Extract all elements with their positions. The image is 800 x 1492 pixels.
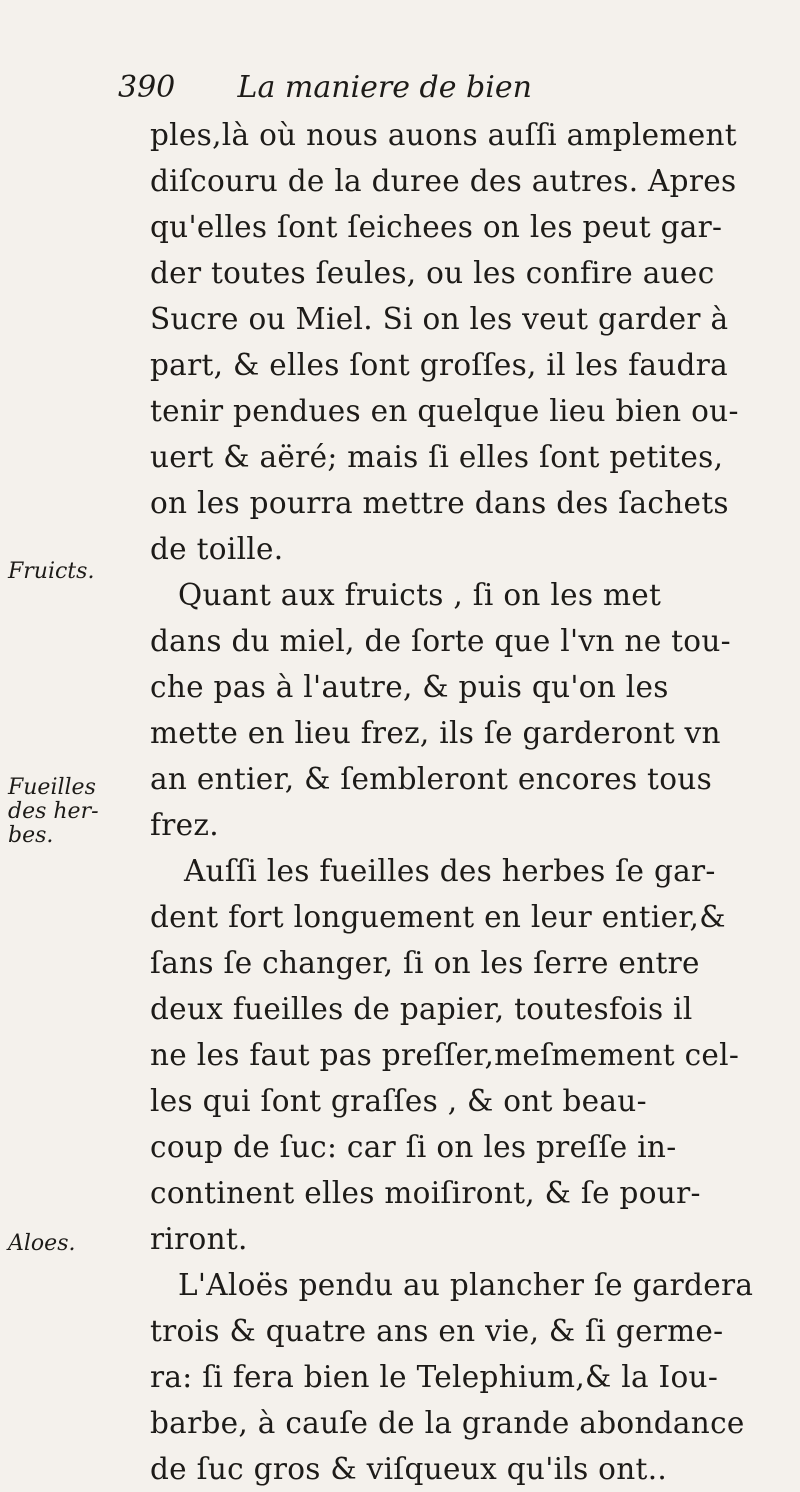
text-line: Sucre ou Miel. Si on les veut garder à bbox=[150, 302, 729, 336]
text-line: Quant aux fruicts , ſi on les met bbox=[178, 578, 662, 612]
page-number: 390 bbox=[118, 70, 176, 105]
text-line: part, & elles ſont groſſes, il les faudra bbox=[150, 348, 728, 382]
text-line: Auſſi les fueilles des herbes ſe gar- bbox=[184, 854, 716, 888]
margin-note-fueilles-line: des her- bbox=[8, 799, 99, 824]
text-line: de ſuc gros & viſqueux qu'ils ont.. bbox=[150, 1452, 668, 1486]
text-line: der toutes ſeules, ou les confire auec bbox=[150, 256, 715, 290]
text-line: mette en lieu frez, ils ſe garderont vn bbox=[150, 716, 721, 750]
text-line: ne les faut pas preſſer,meſmement cel- bbox=[150, 1038, 740, 1072]
text-line: diſcouru de la duree des autres. Apres bbox=[150, 164, 737, 198]
text-line: riront. bbox=[150, 1222, 248, 1256]
text-line: coup de ſuc: car ſi on les preſſe in- bbox=[150, 1130, 677, 1164]
margin-note-fueilles bbox=[8, 775, 99, 848]
text-line: dans du miel, de ſorte que l'vn ne tou- bbox=[150, 624, 731, 658]
running-title: La maniere de bien bbox=[237, 70, 532, 105]
text-line: dent fort longuement en leur entier,& bbox=[150, 900, 726, 934]
text-line: de toille. bbox=[150, 532, 284, 566]
text-line: trois & quatre ans en vie, & ſi germe- bbox=[150, 1314, 724, 1348]
text-line: frez. bbox=[150, 808, 219, 842]
margin-note-fruicts: Fruicts. bbox=[8, 559, 95, 584]
text-line: che pas à l'autre, & puis qu'on les bbox=[150, 670, 669, 704]
text-line: continent elles moiſiront, & ſe pour- bbox=[150, 1176, 701, 1210]
text-line: on les pourra mettre dans des ſachets bbox=[150, 486, 729, 520]
body-text bbox=[150, 112, 800, 1492]
text-line: deux fueilles de papier, toutesfois il bbox=[150, 992, 693, 1026]
text-line: an entier, & ſembleront encores tous bbox=[150, 762, 713, 796]
text-line: les qui ſont graſſes , & ont beau- bbox=[150, 1084, 647, 1118]
text-line: ples,là où nous auons auſſi amplement bbox=[150, 118, 737, 152]
text-line: uert & aëré; mais ſi elles ſont petites, bbox=[150, 440, 724, 474]
text-line: ra: ſi fera bien le Telephium,& la Iou- bbox=[150, 1360, 719, 1394]
margin-note-aloes: Aloes. bbox=[8, 1231, 76, 1256]
text-line: L'Aloës pendu au plancher ſe gardera bbox=[178, 1268, 754, 1302]
text-line: ſans ſe changer, ſi on les ſerre entre bbox=[150, 946, 700, 980]
text-line: tenir pendues en quelque lieu bien ou- bbox=[150, 394, 739, 428]
text-line: barbe, à cauſe de la grande abondance bbox=[150, 1406, 745, 1440]
text-line: qu'elles ſont ſeichees on les peut gar- bbox=[150, 210, 723, 244]
margin-note-fueilles-line: Fueilles bbox=[8, 775, 96, 800]
margin-note-fueilles-line: bes. bbox=[8, 823, 54, 848]
running-header bbox=[118, 70, 718, 110]
